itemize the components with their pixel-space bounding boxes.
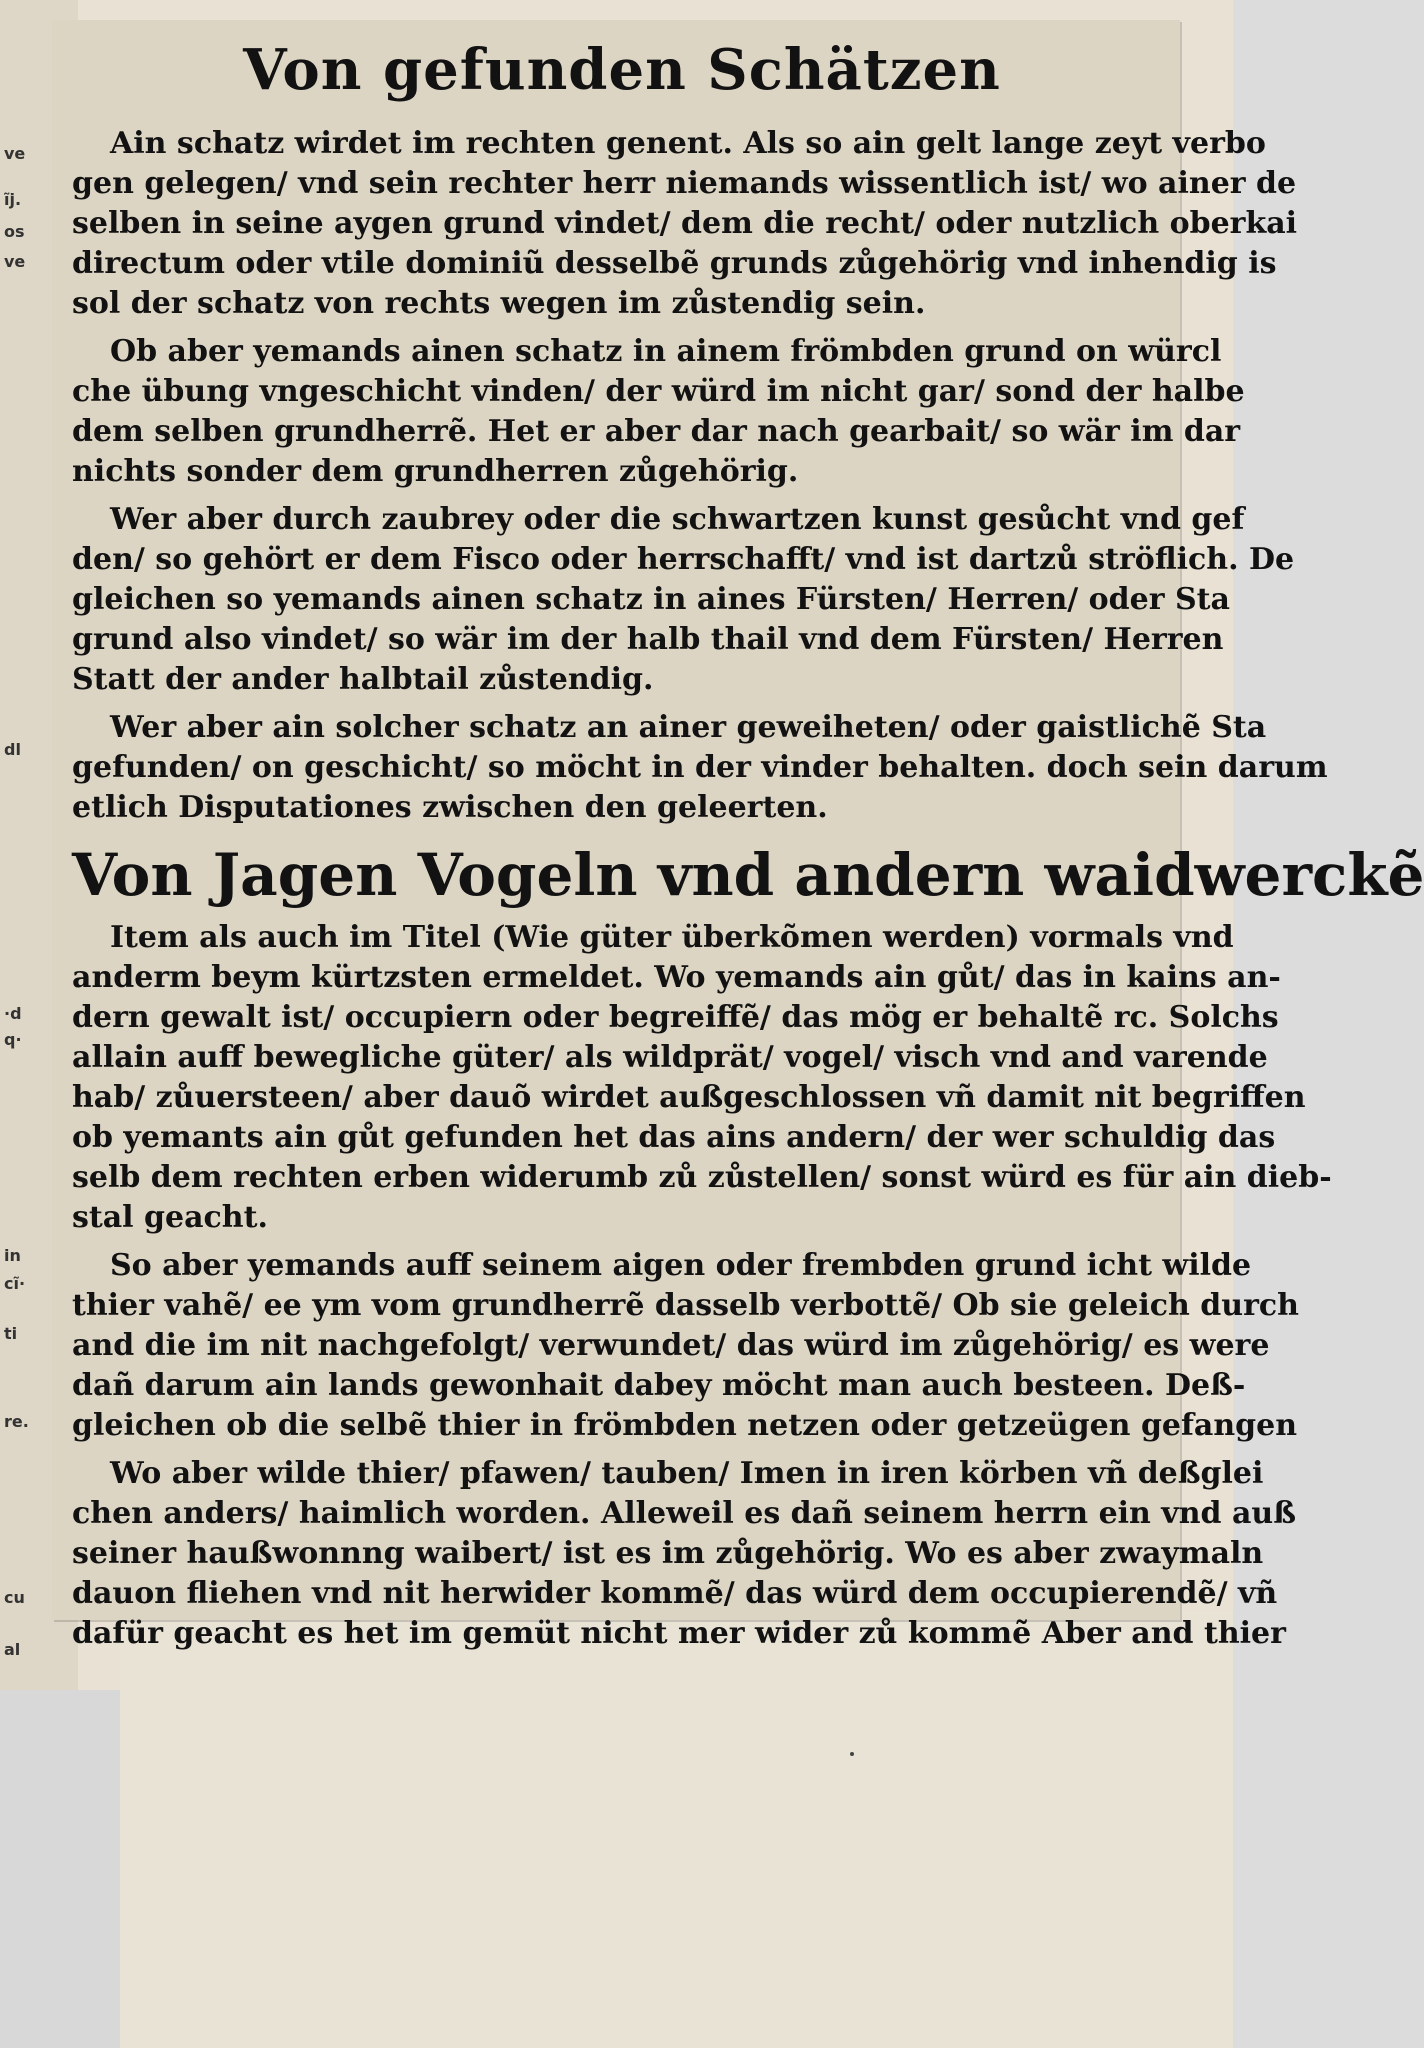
text-line: Item als auch im Titel (Wie güter überkõmen werden) vormals vnd: [110, 920, 1234, 955]
margin-note: ĩj.: [4, 190, 22, 209]
text-line: ob yemants ain gůt gefunden het das ains andern/ der wer schuldig das: [72, 1120, 1276, 1155]
paragraph: [72, 1246, 1299, 1446]
margin-note: cu: [4, 1588, 25, 1607]
text-line: seiner haußwonnng waibert/ ist es im zůgehörig. Wo es aber zwaymaln: [72, 1536, 1264, 1571]
text-line: dem selben grundherrẽ. Het er aber dar nach gearbait/ so wär im dar: [72, 414, 1241, 449]
paragraph: [72, 124, 1298, 324]
text-line: gleichen so yemands ainen schatz in aines Fürsten/ Herren/ oder Sta: [72, 582, 1230, 617]
section-heading: Von Jagen Vogeln vnd andern waidwerckẽ: [72, 841, 1424, 909]
margin-note: ti: [4, 1324, 18, 1343]
text-line: and die im nit nachgefolgt/ verwundet/ das würd im zůgehörig/ es were: [72, 1328, 1270, 1363]
paragraph: [72, 1454, 1297, 1654]
text-line: hab/ zůuersteen/ aber dauõ wirdet außgeschlossen vñ damit nit begriffen: [72, 1080, 1306, 1115]
text-line: dañ darum ain lands gewonhait dabey möcht man auch besteen. Deß-: [72, 1368, 1246, 1403]
text-line: Wo aber wilde thier/ pfawen/ tauben/ Imen in iren körben vñ deßglei: [110, 1456, 1264, 1491]
text-line: Ob aber yemands ainen schatz in ainem frömbden grund on würcl: [110, 334, 1222, 369]
text-line: So aber yemands auff seinem aigen oder frembden grund icht wilde: [110, 1248, 1252, 1283]
margin-note: al: [4, 1640, 21, 1659]
margin-note: cĩ·: [4, 1274, 26, 1293]
text-line: anderm beym kürtzsten ermeldet. Wo yemands ain gůt/ das in kains an-: [72, 960, 1281, 995]
text-line: etlich Disputationes zwischen den geleerten.: [72, 790, 828, 825]
text-line: che übung vngeschicht vinden/ der würd im nicht gar/ sond der halbe: [72, 374, 1245, 409]
text-line: selben in seine aygen grund vindet/ dem die recht/ oder nutzlich oberkai: [72, 206, 1298, 241]
margin-note: q·: [4, 1030, 22, 1049]
text-line: dern gewalt ist/ occupiern oder begreiffẽ/ das mög er behaltẽ rc. Solchs: [72, 1000, 1279, 1035]
paragraph: [72, 332, 1245, 492]
margin-note: ·d: [4, 1004, 22, 1023]
text-line: dafür geacht es het im gemüt nicht mer wider zů kommẽ Aber and thier: [72, 1616, 1286, 1651]
text-line: dauon fliehen vnd nit herwider kommẽ/ das würd dem occupierendẽ/ vñ: [72, 1576, 1278, 1611]
text-line: Statt der ander halbtail zůstendig.: [72, 662, 654, 697]
margin-note: in: [4, 1246, 21, 1265]
text-line: Ain schatz wirdet im rechten genent. Als so ain gelt lange zeyt verbo: [110, 126, 1266, 161]
text-line: thier vahẽ/ ee ym vom grundherrẽ dasselb verbottẽ/ Ob sie geleich durch: [72, 1288, 1299, 1323]
margin-note: os: [4, 222, 25, 241]
text-line: allain auff bewegliche güter/ als wildprät/ vogel/ visch vnd and varende: [72, 1040, 1268, 1075]
text-line: nichts sonder dem grundherren zůgehörig.: [72, 454, 799, 489]
text-line: Wer aber durch zaubrey oder die schwartzen kunst gesůcht vnd gef: [110, 502, 1245, 537]
text-line: directum oder vtile dominiũ desselbẽ grunds zůgehörig vnd inhendig is: [72, 246, 1277, 281]
page-title: Von gefunden Schätzen: [243, 37, 1001, 103]
ink-speck: [850, 1752, 854, 1756]
text-line: gen gelegen/ vnd sein rechter herr niemands wissentlich ist/ wo ainer de: [72, 166, 1297, 201]
text-line: stal geacht.: [72, 1200, 268, 1235]
text-line: gleichen ob die selbẽ thier in frömbden netzen oder getzeügen gefangen: [72, 1408, 1298, 1443]
margin-note: ve: [4, 144, 26, 163]
text-line: den/ so gehört er dem Fisco oder herrschafft/ vnd ist dartzů ströflich. De: [72, 542, 1295, 577]
margin-note: dl: [4, 740, 21, 759]
text-line: chen anders/ haimlich worden. Alleweil es dañ seinem herrn ein vnd auß: [72, 1496, 1297, 1531]
document-text: [72, 30, 1424, 1662]
text-line: sol der schatz von rechts wegen im zůstendig sein.: [72, 286, 926, 321]
margin-note: ve: [4, 252, 26, 271]
paragraph: [72, 500, 1295, 700]
margin-note: re.: [4, 1412, 29, 1431]
paragraph: [72, 918, 1332, 1238]
text-line: gefunden/ on geschicht/ so möcht in der vinder behalten. doch sein darum: [72, 750, 1328, 785]
text-line: selb dem rechten erben widerumb zů zůstellen/ sonst würd es für ain dieb-: [72, 1160, 1332, 1195]
text-line: Wer aber ain solcher schatz an ainer geweiheten/ oder gaistlichẽ Sta: [110, 710, 1267, 745]
paragraph: [72, 708, 1328, 828]
blank-paper-lower: [120, 1610, 1233, 2048]
text-line: grund also vindet/ so wär im der halb thail vnd dem Fürsten/ Herren: [72, 622, 1224, 657]
